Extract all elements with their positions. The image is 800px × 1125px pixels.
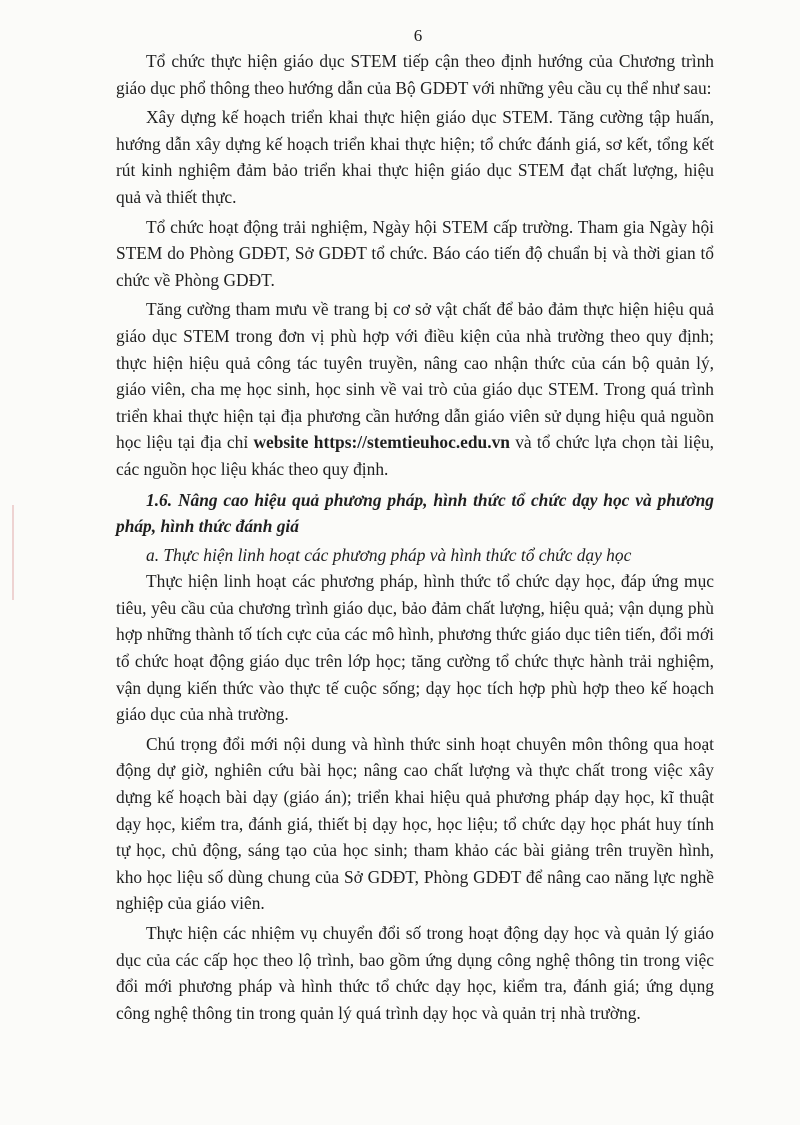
website-link-text: website https://stemtieuhoc.edu.vn — [253, 432, 510, 453]
paragraph-professional-activities: Chú trọng đổi mới nội dung và hình thức sinh hoạt chuyên môn thông qua hoạt động dự giờ, nghiên cứu bài học; nâng cao chất lượng và thực chất trong việc xây dựng kế hoạch bài dạy (giáo án); triển khai hiệu quả phương pháp dạy học, kĩ thuật dạy học, kiểm tra, đánh giá, thiết bị dạy học, học liệu; tổ chức dạy học phát huy tính tự học, chủ động, sáng tạo của học sinh; tham khảo các bài giảng trên truyền hình, kho học liệu số dùng chung của Sở GDĐT, Phòng GDĐT để nâng cao năng lực nghề nghiệp của giáo viên. — [116, 733, 714, 914]
paragraph-digital-transformation: Thực hiện các nhiệm vụ chuyển đổi số trong hoạt động dạy học và quản lý giáo dục của các cấp học theo lộ trình, bao gồm ứng dụng công nghệ thông tin trong việc đổi mới phương pháp và hình thức tổ chức dạy học, kiểm tra, đánh giá; ứng dụng công nghệ thông tin trong quản lý quá trình dạy học và quản trị nhà trường. — [116, 923, 714, 1023]
paragraph-text: và tổ chức lựa chọn tài liệu, các nguồn học liệu khác theo quy định. — [116, 432, 714, 479]
paragraph-stem-facilities — [116, 296, 714, 482]
stamp-edge-mark — [0, 505, 14, 600]
section-heading-1-6: 1.6. Nâng cao hiệu quả phương pháp, hình thức tổ chức dạy học và phương pháp, hình thức đánh giá — [116, 489, 714, 537]
paragraph-stem-plan: Xây dựng kế hoạch triển khai thực hiện giáo dục STEM. Tăng cường tập huấn, hướng dẫn xây dựng kế hoạch triển khai thực hiện; tổ chức đánh giá, sơ kết, tổng kết rút kinh nghiệm đảm bảo triển khai thực hiện giáo dục STEM đạt chất lượng, hiệu quả và thiết thực. — [116, 107, 714, 207]
paragraph-text: Tăng cường tham mưu về trang bị cơ sở vật chất để bảo đảm thực hiện hiệu quả giáo dục STEM trong đơn vị phù hợp với điều kiện của nhà trường theo quy định; thực hiện hiệu quả công tác tuyên truyền, nâng cao nhận thức của cán bộ quản lý, giáo viên, cha mẹ học sinh, học sinh về vai trò của giáo dục STEM. Trong quá trình triển khai thực hiện tại địa phương cần hướng dẫn giáo viên sử dụng hiệu quả nguồn học liệu tại địa chỉ — [116, 299, 714, 453]
paragraph-stem-intro: Tổ chức thực hiện giáo dục STEM tiếp cận theo định hướng của Chương trình giáo dục phổ thông theo hướng dẫn của Bộ GDĐT với những yêu cầu cụ thể như sau: — [116, 51, 714, 98]
paragraph-stem-festival: Tổ chức hoạt động trải nghiệm, Ngày hội STEM cấp trường. Tham gia Ngày hội STEM do Phòng GDĐT, Sở GDĐT tổ chức. Báo cáo tiến độ chuẩn bị và thời gian tổ chức về Phòng GDĐT. — [116, 216, 714, 290]
paragraph-flexible-methods: Thực hiện linh hoạt các phương pháp, hình thức tổ chức dạy học, đáp ứng mục tiêu, yêu cầu của chương trình giáo dục, bảo đảm chất lượng, hiệu quả; vận dụng phù hợp những thành tố tích cực của các mô hình, phương thức giáo dục tiên tiến, đổi mới tổ chức hoạt động giáo dục trên lớp học; tăng cường tổ chức thực hành trải nghiệm, vận dụng kiến thức vào thực tế cuộc sống; dạy học tích hợp phù hợp theo kế hoạch giáo dục của nhà trường. — [116, 571, 714, 725]
page-number: 6 — [413, 26, 423, 45]
subheading-a: a. Thực hiện linh hoạt các phương pháp và hình thức tổ chức dạy học — [146, 544, 632, 565]
